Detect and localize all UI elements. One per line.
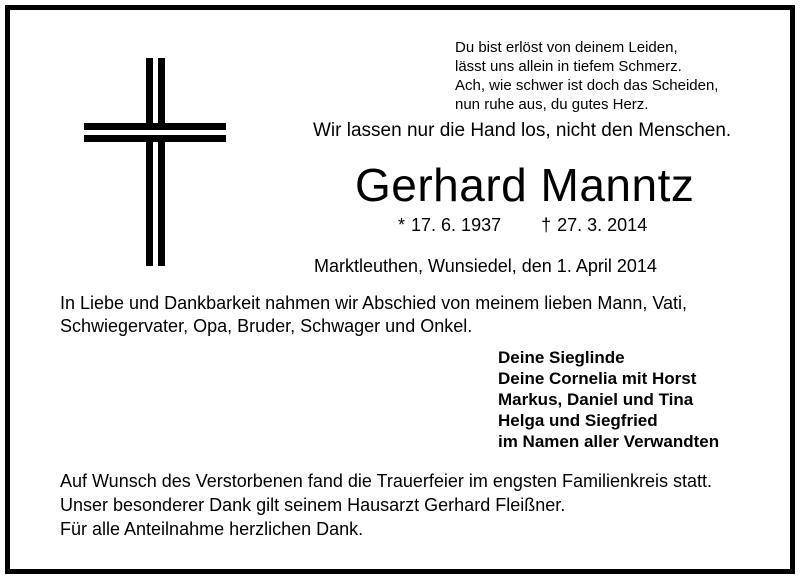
family-line: Deine Sieglinde <box>498 348 625 367</box>
life-dates <box>398 215 647 236</box>
family-line: Markus, Daniel und Tina <box>498 390 694 409</box>
died-symbol: † <box>541 215 552 235</box>
family-signatures <box>498 347 719 452</box>
poem-line: Ach, wie schwer ist doch das Scheiden, <box>455 77 719 94</box>
born-symbol: * <box>398 215 406 235</box>
born-date: 17. 6. 1937 <box>411 215 502 235</box>
died-date: 27. 3. 2014 <box>557 215 648 235</box>
poem <box>455 38 718 114</box>
deceased-name: Gerhard Manntz <box>355 159 695 211</box>
motto: Wir lassen nur die Hand los, nicht den Menschen. <box>313 120 732 141</box>
closing-text <box>60 469 712 541</box>
intro-line: Schwiegervater, Opa, Bruder, Schwager und Onkel. <box>60 316 473 336</box>
closing-line: Unser besonderer Dank gilt seinem Hausarzt Gerhard Fleißner. <box>60 495 566 515</box>
poem-line: nun ruhe aus, du gutes Herz. <box>455 96 649 113</box>
closing-line: Auf Wunsch des Verstorbenen fand die Trauerfeier im engsten Familienkreis statt. <box>60 471 712 491</box>
intro-text <box>60 292 687 338</box>
family-line: Helga und Siegfried <box>498 411 658 430</box>
poem-line: lässt uns allein in tiefem Schmerz. <box>455 58 682 75</box>
place-and-date: Marktleuthen, Wunsiedel, den 1. April 2014 <box>314 256 657 276</box>
intro-line: In Liebe und Dankbarkeit nahmen wir Abschied von meinem lieben Mann, Vati, <box>60 293 688 313</box>
family-line: im Namen aller Verwandten <box>498 432 720 451</box>
poem-line: Du bist erlöst von deinem Leiden, <box>455 39 678 56</box>
closing-line: Für alle Anteilnahme herzlichen Dank. <box>60 519 364 539</box>
cross-icon <box>84 58 226 266</box>
family-line: Deine Cornelia mit Horst <box>498 369 697 388</box>
